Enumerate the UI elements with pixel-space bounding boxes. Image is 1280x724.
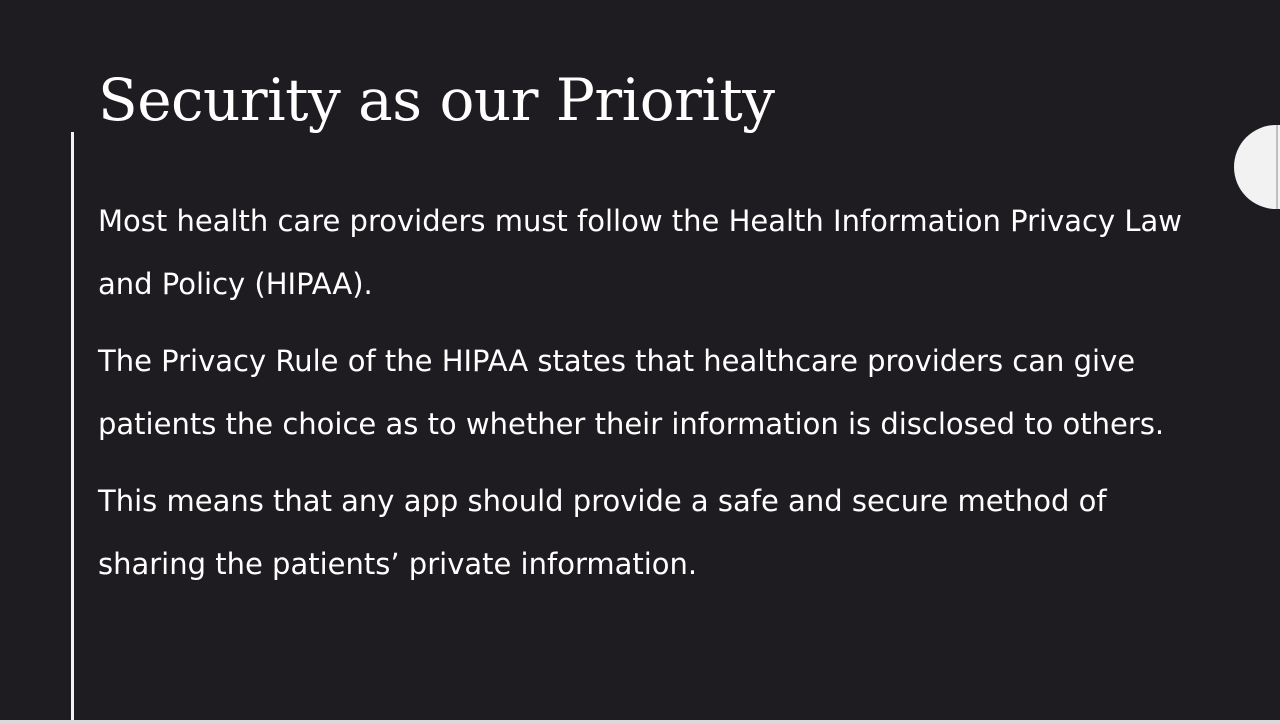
vertical-accent-line: [71, 132, 74, 720]
body-paragraph-privacy-rule: The Privacy Rule of the HIPAA states that healthcare providers can give patients the choice as to whether their information is disclosed to others.: [98, 344, 1165, 441]
slide-body: [98, 190, 1183, 610]
body-paragraph-app-requirement: This means that any app should provide a safe and secure method of sharing the patients’ private information.: [98, 484, 1107, 581]
body-paragraph-hipaa: Most health care providers must follow the Health Information Privacy Law and Policy (HIPAA).: [98, 204, 1182, 301]
slide-title: Security as our Priority: [98, 66, 775, 134]
decorative-edge: [1276, 125, 1278, 209]
bottom-strip: [0, 720, 1280, 724]
decorative-half-circle: [1234, 125, 1280, 209]
